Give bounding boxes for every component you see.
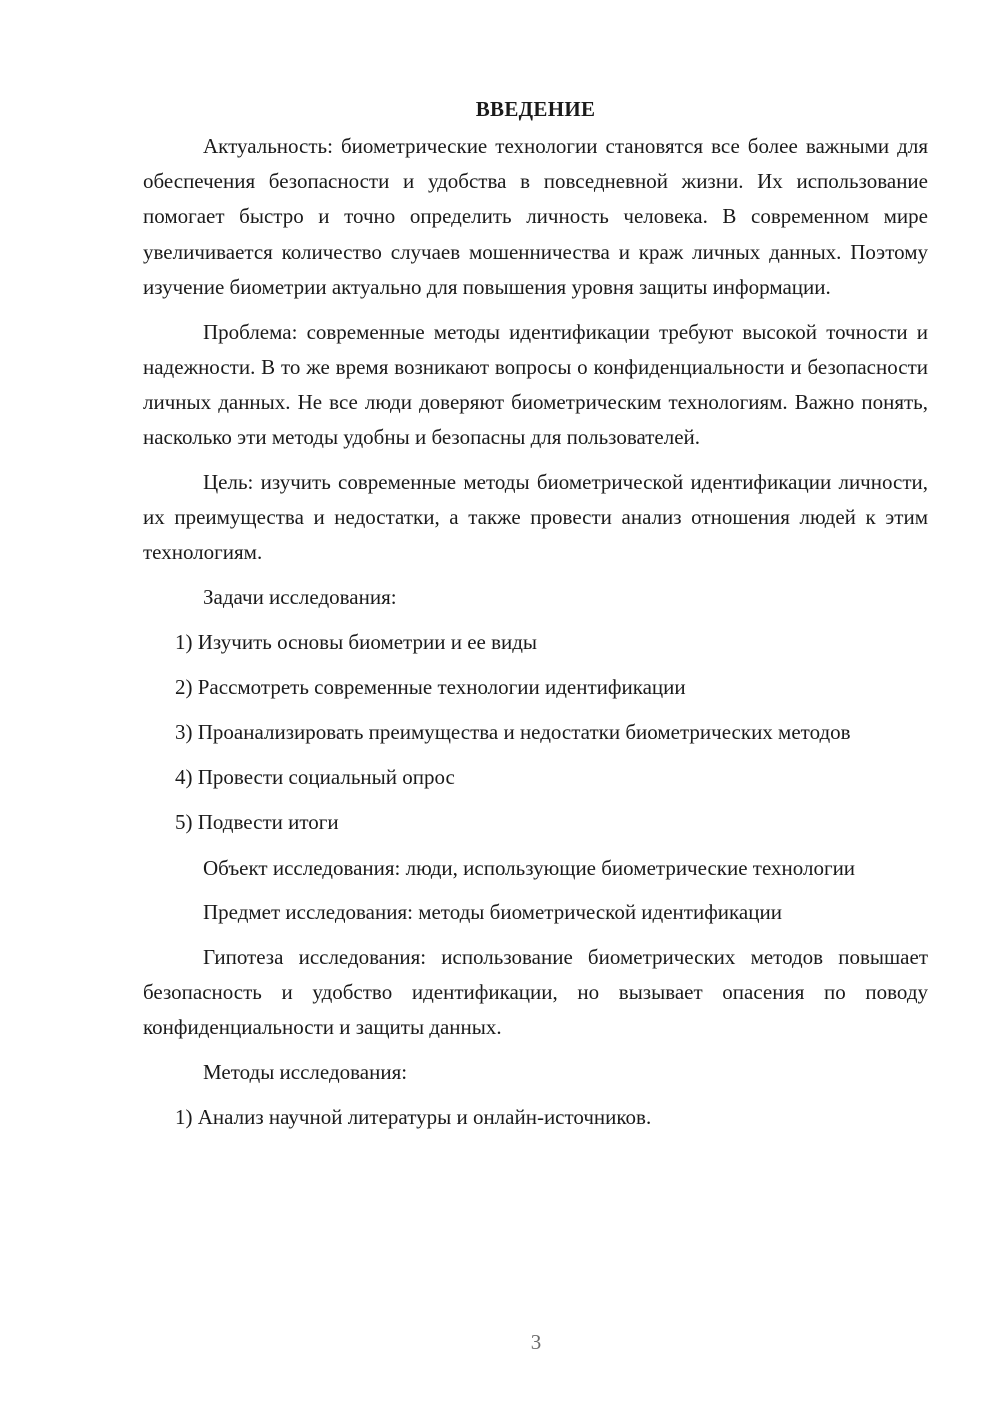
task-item: 2) Рассмотреть современные технологии идентификации — [175, 674, 686, 699]
page-number: 3 — [530, 1330, 542, 1354]
method-item: 1) Анализ научной литературы и онлайн-источников. — [175, 1104, 652, 1129]
task-item: 5) Подвести итоги — [175, 810, 339, 835]
paragraph-relevance: Актуальность: биометрические технологии становятся все более важными для обеспечения безопасности и удобства в повседневной жизни. Их использование помогает быстро и точно определить личность человека. В современном мире увеличивается количество случаев мошенничества и краж личных данных. Поэтому изучение биометрии актуально для повышения уровня защиты информации. — [143, 134, 928, 299]
paragraph-object: Объект исследования: люди, использующие биометрические технологии — [203, 855, 856, 880]
task-item: 1) Изучить основы биометрии и ее виды — [175, 629, 538, 654]
task-item: 3) Проанализировать преимущества и недостатки биометрических методов — [175, 720, 851, 745]
paragraph-hypothesis: Гипотеза исследования: использование биометрических методов повышает безопасность и удобство идентификации, но вызывает опасения по поводу конфиденциальности и защиты данных. — [143, 945, 928, 1040]
paragraph-problem: Проблема: современные методы идентификации требуют высокой точности и надежности. В то же время возникают вопросы о конфиденциальности и безопасности личных данных. Не все люди доверяют биометрическим технологиям. Важно понять, насколько эти методы удобны и безопасны для пользователей. — [143, 319, 928, 450]
document-page — [143, 92, 928, 1145]
paragraph-goal: Цель: изучить современные методы биометрической идентификации личности, их преимущества и недостатки, а также провести анализ отношения людей к этим технологиям. — [143, 469, 928, 565]
tasks-heading: Задачи исследования: — [203, 584, 397, 609]
section-title: ВВЕДЕНИЕ — [475, 97, 596, 121]
task-item: 4) Провести социальный опрос — [175, 765, 455, 790]
methods-heading: Методы исследования: — [203, 1060, 408, 1085]
paragraph-subject: Предмет исследования: методы биометрической идентификации — [203, 900, 782, 925]
